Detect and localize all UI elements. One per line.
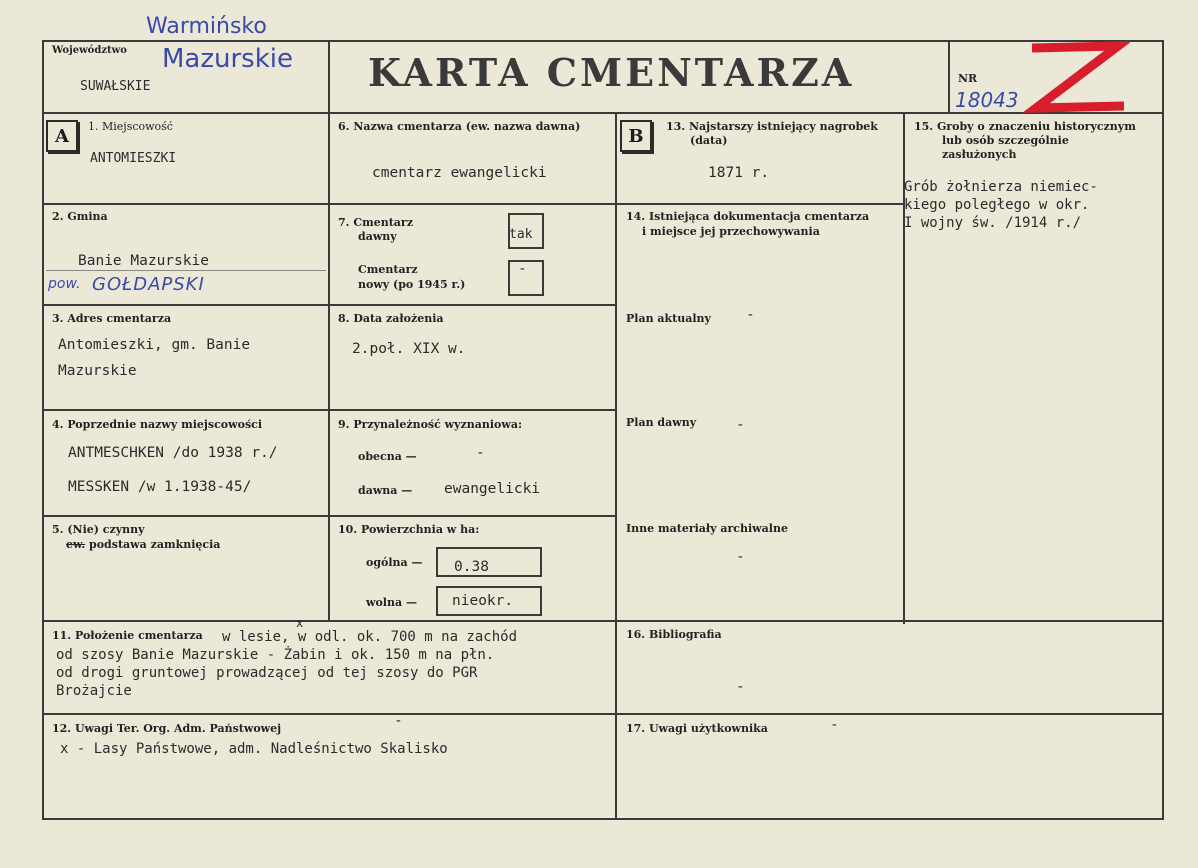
wojewodztwo-handwritten-1: Warmińsko <box>146 14 267 39</box>
field-16-label: 16. Bibliografia <box>626 628 722 641</box>
field-12-dash: - <box>394 713 403 729</box>
field-10-label: 10. Powierzchnia w ha: <box>338 523 480 536</box>
field-16-value: - <box>736 679 745 695</box>
field-7-label-nowy-1: Cmentarz <box>358 263 418 276</box>
frame-left <box>42 40 44 820</box>
inne-materialy-label: Inne materiały archiwalne <box>626 522 788 535</box>
field-14-label-2: i miejsce jej przechowywania <box>642 225 820 238</box>
wojewodztwo-handwritten-2: Mazurskie <box>162 44 294 74</box>
field-9-obecna-label: obecna — <box>358 450 417 463</box>
field-8-value: 2.poł. XIX w. <box>352 341 466 357</box>
field-11-mark: x <box>296 616 304 630</box>
field-2-handwritten-prefix: pow. <box>48 276 81 292</box>
field-4-value-1: ANTMESCHKEN /do 1938 r./ <box>68 445 278 461</box>
row-line-left-3 <box>42 409 328 411</box>
field-5-sublabel-prefix: ew. <box>66 538 86 551</box>
field-15-value-3: I wojny św. /1914 r./ <box>904 215 1082 231</box>
field-9-label: 9. Przynależność wyznaniowa: <box>338 418 523 431</box>
row-line-mid-2 <box>328 304 616 306</box>
field-10-ogolna-label: ogólna — <box>366 556 423 569</box>
frame-bottom <box>42 818 1164 820</box>
field-10-ogolna-box <box>436 547 542 577</box>
field-7-label-nowy-2: nowy (po 1945 r.) <box>358 278 466 291</box>
field-13-value: 1871 r. <box>708 165 770 181</box>
field-11-value-3: od drogi gruntowej prowadzącej od tej szosy do PGR <box>56 665 478 681</box>
field-9-dawna-value: ewangelicki <box>444 481 541 497</box>
plan-aktualny-label: Plan aktualny <box>626 312 711 325</box>
field-2-underline <box>46 270 326 271</box>
field-15-value-1: Grób żołnierza niemiec- <box>904 179 1098 195</box>
header-col1 <box>328 40 330 620</box>
header-col2 <box>948 40 950 114</box>
field-9-obecna-value: - <box>476 445 485 461</box>
field-2-label: 2. Gmina <box>52 210 108 223</box>
field-15-label-3: zasłużonych <box>942 148 1017 161</box>
section-b-letter: B <box>620 120 652 152</box>
row-line-left-4 <box>42 515 328 517</box>
z-letter-icon <box>1020 36 1130 120</box>
plan-aktualny-value: - <box>746 307 755 323</box>
row-line-bottom-2 <box>42 713 1164 715</box>
field-14-label-1: 14. Istniejąca dokumentacja cmentarza <box>626 210 870 223</box>
field-11-value-2: od szosy Banie Mazurskie - Żabin i ok. 150 m na płn. <box>56 647 495 663</box>
field-2-value: Banie Mazurskie <box>78 253 209 269</box>
card-title: KARTA CMENTARZA <box>368 50 855 95</box>
field-8-label: 8. Data założenia <box>338 312 444 325</box>
field-6-value: cmentarz ewangelicki <box>372 165 547 181</box>
plan-dawny-label: Plan dawny <box>626 416 697 429</box>
row-line-mid-1 <box>328 203 616 205</box>
row-line-left-2 <box>42 304 328 306</box>
field-10-ogolna-value: 0.38 <box>454 559 489 575</box>
field-5-sublabel <box>66 538 220 551</box>
header-divider <box>42 112 1164 114</box>
field-15-label-1: 15. Groby o znaczeniu historycznym <box>914 120 1136 133</box>
field-4-label: 4. Poprzednie nazwy miejscowości <box>52 418 263 431</box>
plan-dawny-value: - <box>736 417 745 433</box>
field-17-label: 17. Uwagi użytkownika <box>626 722 768 735</box>
row-line-bottom-1 <box>42 620 1164 622</box>
field-5-sublabel-text: podstawa zamknięcia <box>85 538 221 551</box>
field-7-dawny-value: tak <box>509 227 533 242</box>
frame-right <box>1162 40 1164 820</box>
row-line-b-1 <box>615 203 905 205</box>
field-13-label-2: (data) <box>690 134 728 147</box>
nr-label: NR <box>958 72 978 85</box>
field-11-value-4: Brożajcie <box>56 683 132 699</box>
field-10-wolna-value: nieokr. <box>452 593 514 609</box>
row-line-mid-3 <box>328 409 616 411</box>
field-15-label-2: lub osób szczególnie <box>942 134 1069 147</box>
field-3-value-2: Mazurskie <box>58 363 137 379</box>
field-12-label: 12. Uwagi Ter. Org. Adm. Państwowej <box>52 722 282 735</box>
field-4-value-2: MESSKEN /w 1.1938-45/ <box>68 479 252 495</box>
field-3-label: 3. Adres cmentarza <box>52 312 172 325</box>
field-12-value: x - Lasy Państwowe, adm. Nadleśnictwo Skalisko <box>60 741 448 757</box>
field-15-value-2: kiego poległego w okr. <box>904 197 1090 213</box>
nr-handwritten: 18043 <box>955 88 1019 112</box>
row-line-left-1 <box>42 203 328 205</box>
field-9-dawna-label: dawna — <box>358 484 413 497</box>
field-7-label-dawny-1: 7. Cmentarz <box>338 216 413 229</box>
field-5-label: 5. (Nie) czynny <box>52 523 145 536</box>
inne-materialy-value: - <box>736 549 745 565</box>
field-11-label: 11. Położenie cmentarza <box>52 629 203 642</box>
wojewodztwo-value: SUWAŁSKIE <box>80 79 151 94</box>
field-1-value: ANTOMIESZKI <box>90 151 177 166</box>
row-line-mid-4 <box>328 515 616 517</box>
field-10-wolna-label: wolna — <box>366 596 417 609</box>
field-1-label: 1. Miejscowość <box>88 120 173 133</box>
field-17-value: - <box>830 717 839 733</box>
big-z-mark <box>1020 36 1130 120</box>
field-7-label-dawny-2: dawny <box>358 230 397 243</box>
section-a-letter: A <box>46 120 78 152</box>
field-7-nowy-value: - <box>518 261 527 277</box>
wojewodztwo-label: Województwo <box>52 45 127 56</box>
field-11-value-1: w lesie, w odl. ok. 700 m na zachód <box>222 629 518 645</box>
frame-top <box>42 40 1164 42</box>
field-2-handwritten-value: GOŁDAPSKI <box>92 274 205 295</box>
field-3-value-1: Antomieszki, gm. Banie <box>58 337 251 353</box>
field-13-label-1: 13. Najstarszy istniejący nagrobek <box>666 120 878 133</box>
field-6-label: 6. Nazwa cmentarza (ew. nazwa dawna) <box>338 120 581 133</box>
